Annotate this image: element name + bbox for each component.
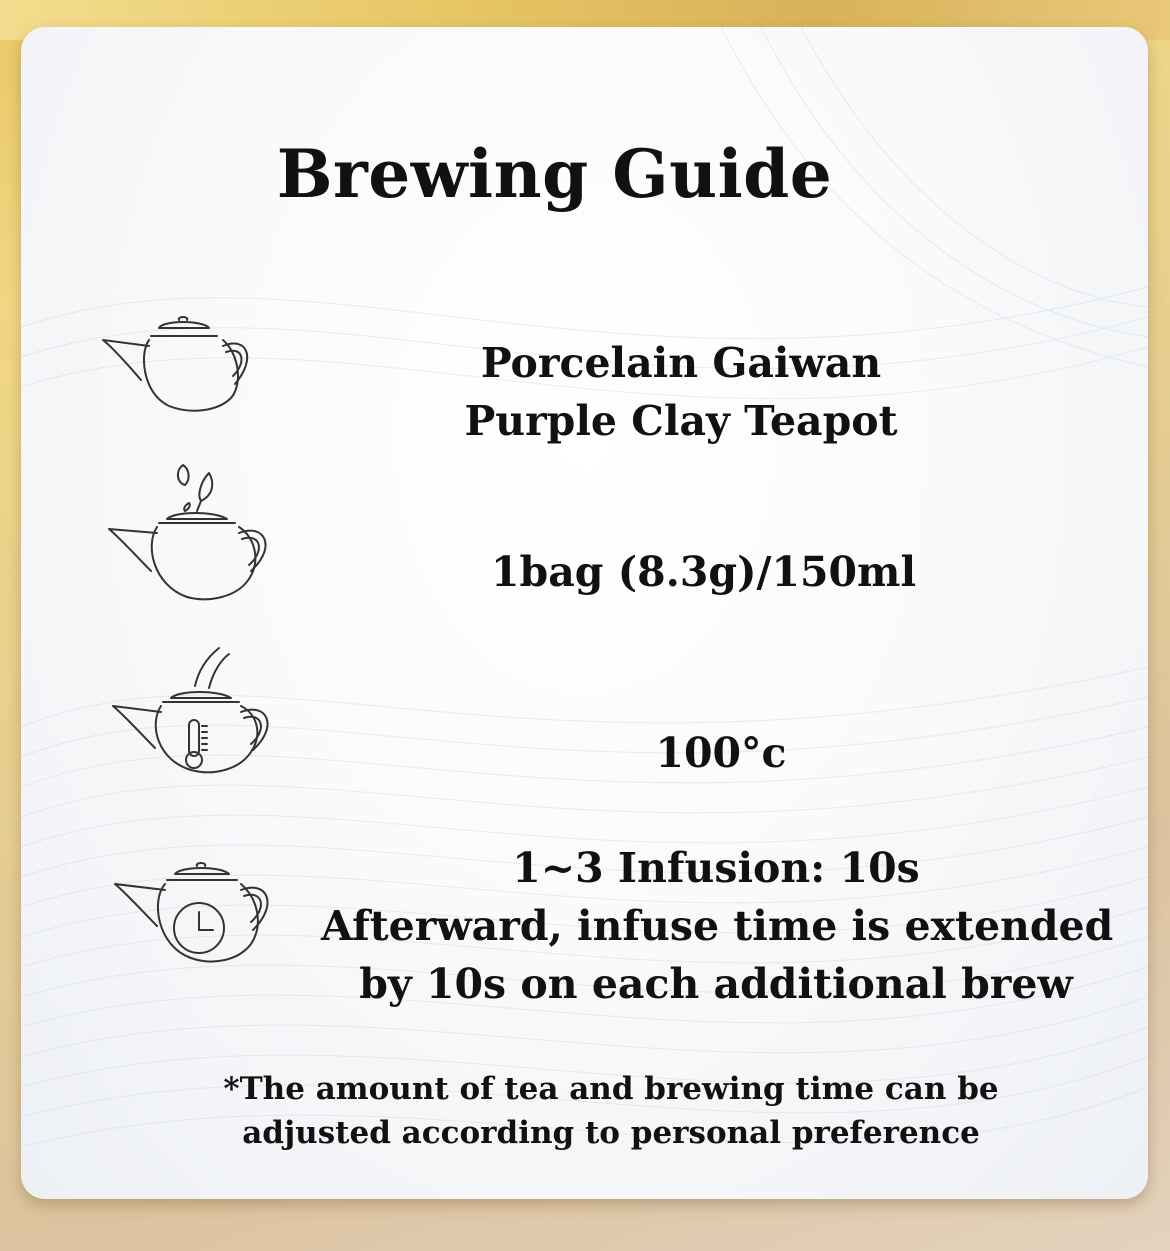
infusion-line-3: by 10s on each additional brew (359, 960, 1073, 1008)
infusion-line-1: 1~3 Infusion: 10s (512, 844, 920, 892)
teapot-icon (99, 314, 264, 419)
preference-note (211, 1067, 1011, 1155)
vessel-line-1: Porcelain Gaiwan (480, 339, 882, 387)
teapot-clock-icon (111, 860, 276, 970)
note-line-2: adjusted according to personal preference (242, 1115, 980, 1151)
amount-line: 1bag (8.3g)/150ml (491, 548, 917, 596)
temperature-line: 100°c (655, 729, 787, 777)
brewing-guide-card (21, 27, 1148, 1199)
vessel-line-2: Purple Clay Teapot (464, 397, 898, 445)
vessel-text (461, 334, 901, 450)
note-line-1: *The amount of tea and brewing time can be (223, 1071, 999, 1107)
page-title: Brewing Guide (276, 135, 833, 213)
temperature-text (601, 724, 841, 782)
teapot-leaves-icon (105, 461, 275, 606)
infusion-line-2: Afterward, infuse time is extended (321, 902, 1114, 950)
amount-text (491, 543, 917, 601)
infusion-time-text (321, 839, 1114, 1013)
teapot-thermometer-icon (109, 644, 279, 779)
